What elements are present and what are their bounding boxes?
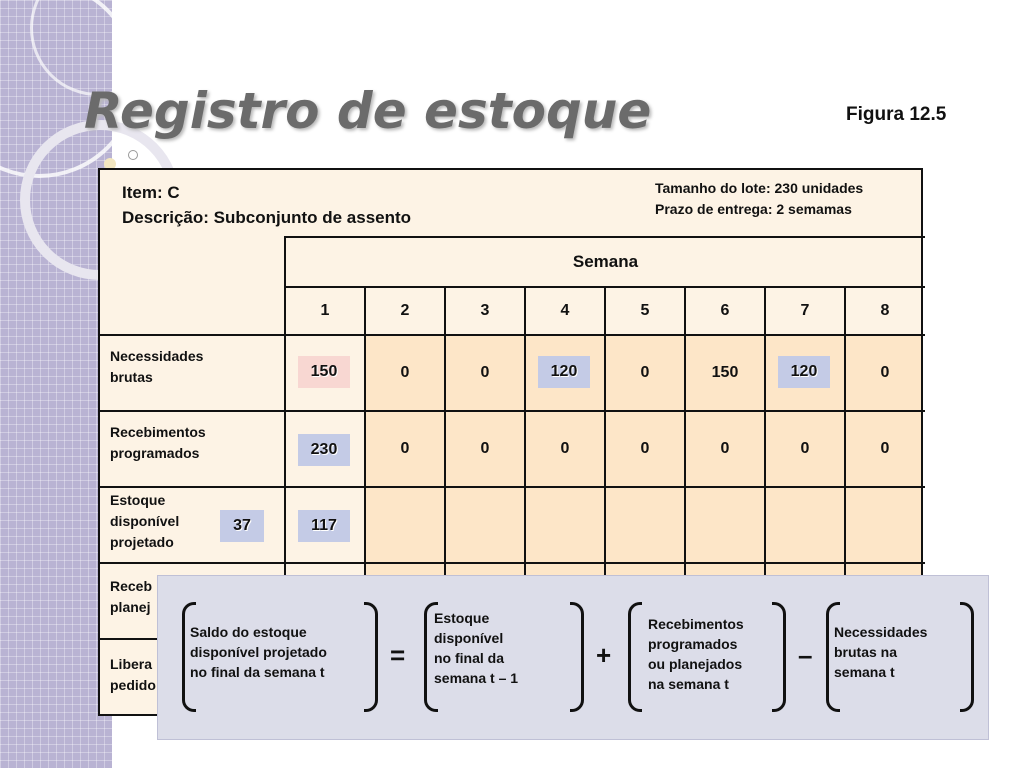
week-number: 8 <box>880 302 890 319</box>
row-label-line: Necessidades <box>110 348 204 364</box>
formula-line: Estoque <box>434 610 490 626</box>
scheduled-receipt-value: 0 <box>480 440 490 457</box>
scheduled-receipt-value: 0 <box>640 440 650 457</box>
scheduled-receipt-value: 0 <box>400 440 410 457</box>
decorative-dot <box>128 150 138 160</box>
lot-info <box>655 178 863 220</box>
week-number: 7 <box>800 302 810 319</box>
week-number: 3 <box>480 302 490 319</box>
scheduled-receipt-value: 230 <box>298 434 350 466</box>
row-label-planned-receipts <box>110 576 152 618</box>
gross-req-value: 150 <box>298 356 350 388</box>
projected-on-hand-value: 117 <box>298 510 350 542</box>
lot-size: Tamanho do lote: 230 unidades <box>655 180 864 196</box>
scheduled-receipt-value: 0 <box>720 440 730 457</box>
grid-line <box>100 562 925 564</box>
week-number: 5 <box>640 302 650 319</box>
gross-req-value: 0 <box>400 364 410 381</box>
minus-operator: – <box>798 640 813 670</box>
week-number: 6 <box>720 302 730 319</box>
grid-line <box>100 486 925 488</box>
row-label-order-release <box>110 654 156 696</box>
figure-label: Figura 12.5 <box>846 104 947 125</box>
formula-line: no final da <box>434 650 504 666</box>
formula-line: semana t <box>834 664 895 680</box>
formula-line: semana t – 1 <box>434 670 519 686</box>
formula-term-prior-on-hand <box>434 608 518 688</box>
formula-line: Saldo do estoque <box>190 624 307 640</box>
week-number: 1 <box>320 302 330 319</box>
formula-line: na semana t <box>648 676 729 692</box>
week-header: Semana <box>572 252 639 271</box>
gross-req-value: 150 <box>711 364 739 381</box>
row-label-projected-on-hand <box>110 490 179 553</box>
row-label-line: brutas <box>110 369 153 385</box>
item-info <box>122 180 411 230</box>
row-label-line: disponível <box>110 513 180 529</box>
row-label-line: Recebimentos <box>110 424 206 440</box>
scheduled-receipt-value: 0 <box>560 440 570 457</box>
formula-term-gross-requirements <box>834 622 927 682</box>
row-label-line: Estoque <box>110 492 166 508</box>
right-brace <box>960 602 974 712</box>
initial-on-hand-value: 37 <box>220 510 264 542</box>
formula-line: ou planejados <box>648 656 743 672</box>
item-code: Item: C <box>122 183 180 202</box>
right-brace <box>772 602 786 712</box>
row-label-line: programados <box>110 445 200 461</box>
row-label-line: planej <box>110 599 151 615</box>
formula-line: brutas na <box>834 644 898 660</box>
lead-time: Prazo de entrega: 2 semamas <box>655 201 852 217</box>
gross-req-value: 0 <box>880 364 890 381</box>
formula-line: programados <box>648 636 738 652</box>
right-brace <box>364 602 378 712</box>
row-label-gross-requirements <box>110 346 203 388</box>
week-number: 4 <box>560 302 570 319</box>
formula-box <box>157 575 989 740</box>
formula-term-projected-balance <box>190 622 327 682</box>
item-description: Descrição: Subconjunto de assento <box>122 208 412 227</box>
scheduled-receipt-value: 0 <box>880 440 890 457</box>
gross-req-value: 0 <box>640 364 650 381</box>
right-brace <box>570 602 584 712</box>
row-label-line: Libera <box>110 656 153 672</box>
formula-line: no final da semana t <box>190 664 325 680</box>
week-number: 2 <box>400 302 410 319</box>
row-label-scheduled-receipts <box>110 422 206 464</box>
row-label-line: Receb <box>110 578 153 594</box>
gross-req-value: 0 <box>480 364 490 381</box>
formula-line: disponível projetado <box>190 644 327 660</box>
formula-term-receipts <box>648 614 744 694</box>
formula-line: Recebimentos <box>648 616 744 632</box>
gross-req-value: 120 <box>538 356 590 388</box>
page-title: Registro de estoque <box>84 82 652 140</box>
left-brace <box>628 602 642 712</box>
formula-line: disponível <box>434 630 504 646</box>
row-label-line: projetado <box>110 534 174 550</box>
scheduled-receipt-value: 0 <box>800 440 810 457</box>
plus-operator: + <box>596 640 612 670</box>
formula-line: Necessidades <box>834 624 928 640</box>
equals-operator: = <box>390 640 406 670</box>
gross-req-value: 120 <box>778 356 830 388</box>
row-label-line: pedido <box>110 677 156 693</box>
